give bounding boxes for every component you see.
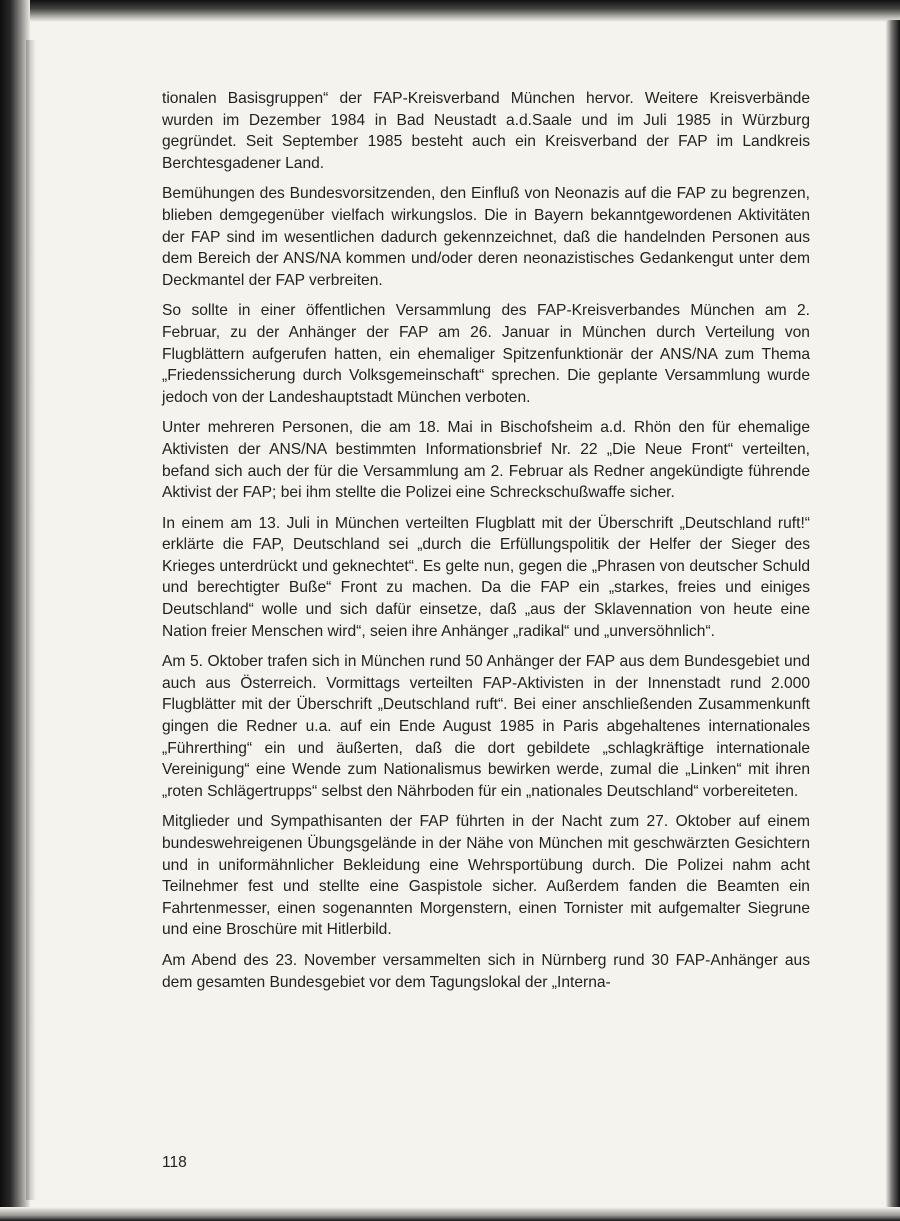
page-top-shadow xyxy=(0,0,900,22)
paragraph: Am 5. Oktober trafen sich in München rund 50 Anhänger der FAP aus dem Bundesgebiet und auch aus Österreich. Vormittags verteilten FAP-Aktivisten in der Innenstadt rund 2.000 Flugblätter mit der Überschrift „Deutschland ruft“. Bei einer anschließenden Zusammenkunft gingen die Redner u.a. auf ein Ende August 1985 in Paris abgehaltenes internationales „Führerthing“ ein und äußerten, daß die dort gebildete „schlagkräftige internationale Vereinigung“ eine Wende zum Nationalismus bewirken werde, zumal die „Linken“ mit ihren „roten Schlägertrupps“ selbst den Nährboden für ein „nationales Deutschland“ vorbereiteten. xyxy=(162,653,810,800)
paragraph: In einem am 13. Juli in München verteilten Flugblatt mit der Überschrift „Deutschland ruft!“ erklärte die FAP, Deutschland sei „durch die Erfüllungspolitik der Helfer der Sieger des Krieges unterdrückt und geknechtet“. Es gelte nun, gegen die „Phrasen von deutscher Schuld und berechtigter Buße“ Front zu machen. Da die FAP ein „starkes, freies und einiges Deutschland“ wolle und sich dafür einsetze, daß „aus der Sklavennation von heute eine Nation freier Menschen wird“, seien ihre Anhänger „radikal“ und „unversöhnlich“. xyxy=(162,514,810,640)
paragraph: Bemühungen des Bundesvorsitzenden, den Einfluß von Neonazis auf die FAP zu begrenzen, blieben demgegenüber vielfach wirkungslos. Die in Bayern bekanntgewordenen Aktivitäten der FAP sind im wesentlichen dadurch gekennzeichnet, daß die handelnden Personen aus dem Bereich der ANS/NA kommen und/oder deren neonazistisches Gedankengut unter dem Deckmantel der FAP verbreiten. xyxy=(162,185,810,289)
body-text xyxy=(162,88,810,1002)
page-bottom-shadow xyxy=(0,1207,900,1221)
paragraph: Unter mehreren Personen, die am 18. Mai in Bischofsheim a.d. Rhön den für ehemalige Aktivisten der ANS/NA bestimmten Informationsbrief Nr. 22 „Die Neue Front“ verteilten, befand sich auch der für die Versammlung am 2. Februar als Redner angekündigte führende Aktivist der FAP; bei ihm stellte die Polizei eine Schreckschußwaffe sicher. xyxy=(162,419,810,502)
paragraph: tionalen Basisgruppen“ der FAP-Kreisverband München hervor. Weitere Kreisverbände wurden im Dezember 1984 in Bad Neustadt a.d.Saale und im Juli 1985 in Würzburg gegründet. Seit September 1985 besteht auch ein Kreisverband der FAP im Landkreis Berchtesgadener Land. xyxy=(162,90,810,172)
paragraph: So sollte in einer öffentlichen Versammlung des FAP-Kreisverbandes München am 2. Februar, zu der Anhänger der FAP am 26. Januar in München durch Verteilung von Flugblättern aufgerufen hatten, ein ehemaliger Spitzenfunktionär der ANS/NA zum Thema „Friedenssicherung durch Volksgemeinschaft“ sprechen. Die geplante Versammlung wurde jedoch von der Landeshauptstadt München verboten. xyxy=(162,302,810,406)
paragraph: Am Abend des 23. November versammelten sich in Nürnberg rund 30 FAP-Anhänger aus dem gesamten Bundesgebiet vor dem Tagungslokal der „Interna- xyxy=(162,951,810,991)
spine-gradient xyxy=(26,40,36,1200)
paragraph: Mitglieder und Sympathisanten der FAP führten in der Nacht zum 27. Oktober auf einem bundeswehreigenen Übungsgelände in der Nähe von München mit geschwärzten Gesichtern und in uniformähnlicher Bekleidung eine Wehrsportübung durch. Die Polizei nahm acht Teilnehmer fest und stellte eine Gaspistole sicher. Außerdem fanden die Beamten ein Fahrtenmesser, einen sogenannten Morgenstern, einen Tornister mit aufgemalter Siegrune und eine Broschüre mit Hitlerbild. xyxy=(162,813,810,939)
page-right-shadow xyxy=(886,20,900,1221)
page-number: 118 xyxy=(162,1154,187,1171)
